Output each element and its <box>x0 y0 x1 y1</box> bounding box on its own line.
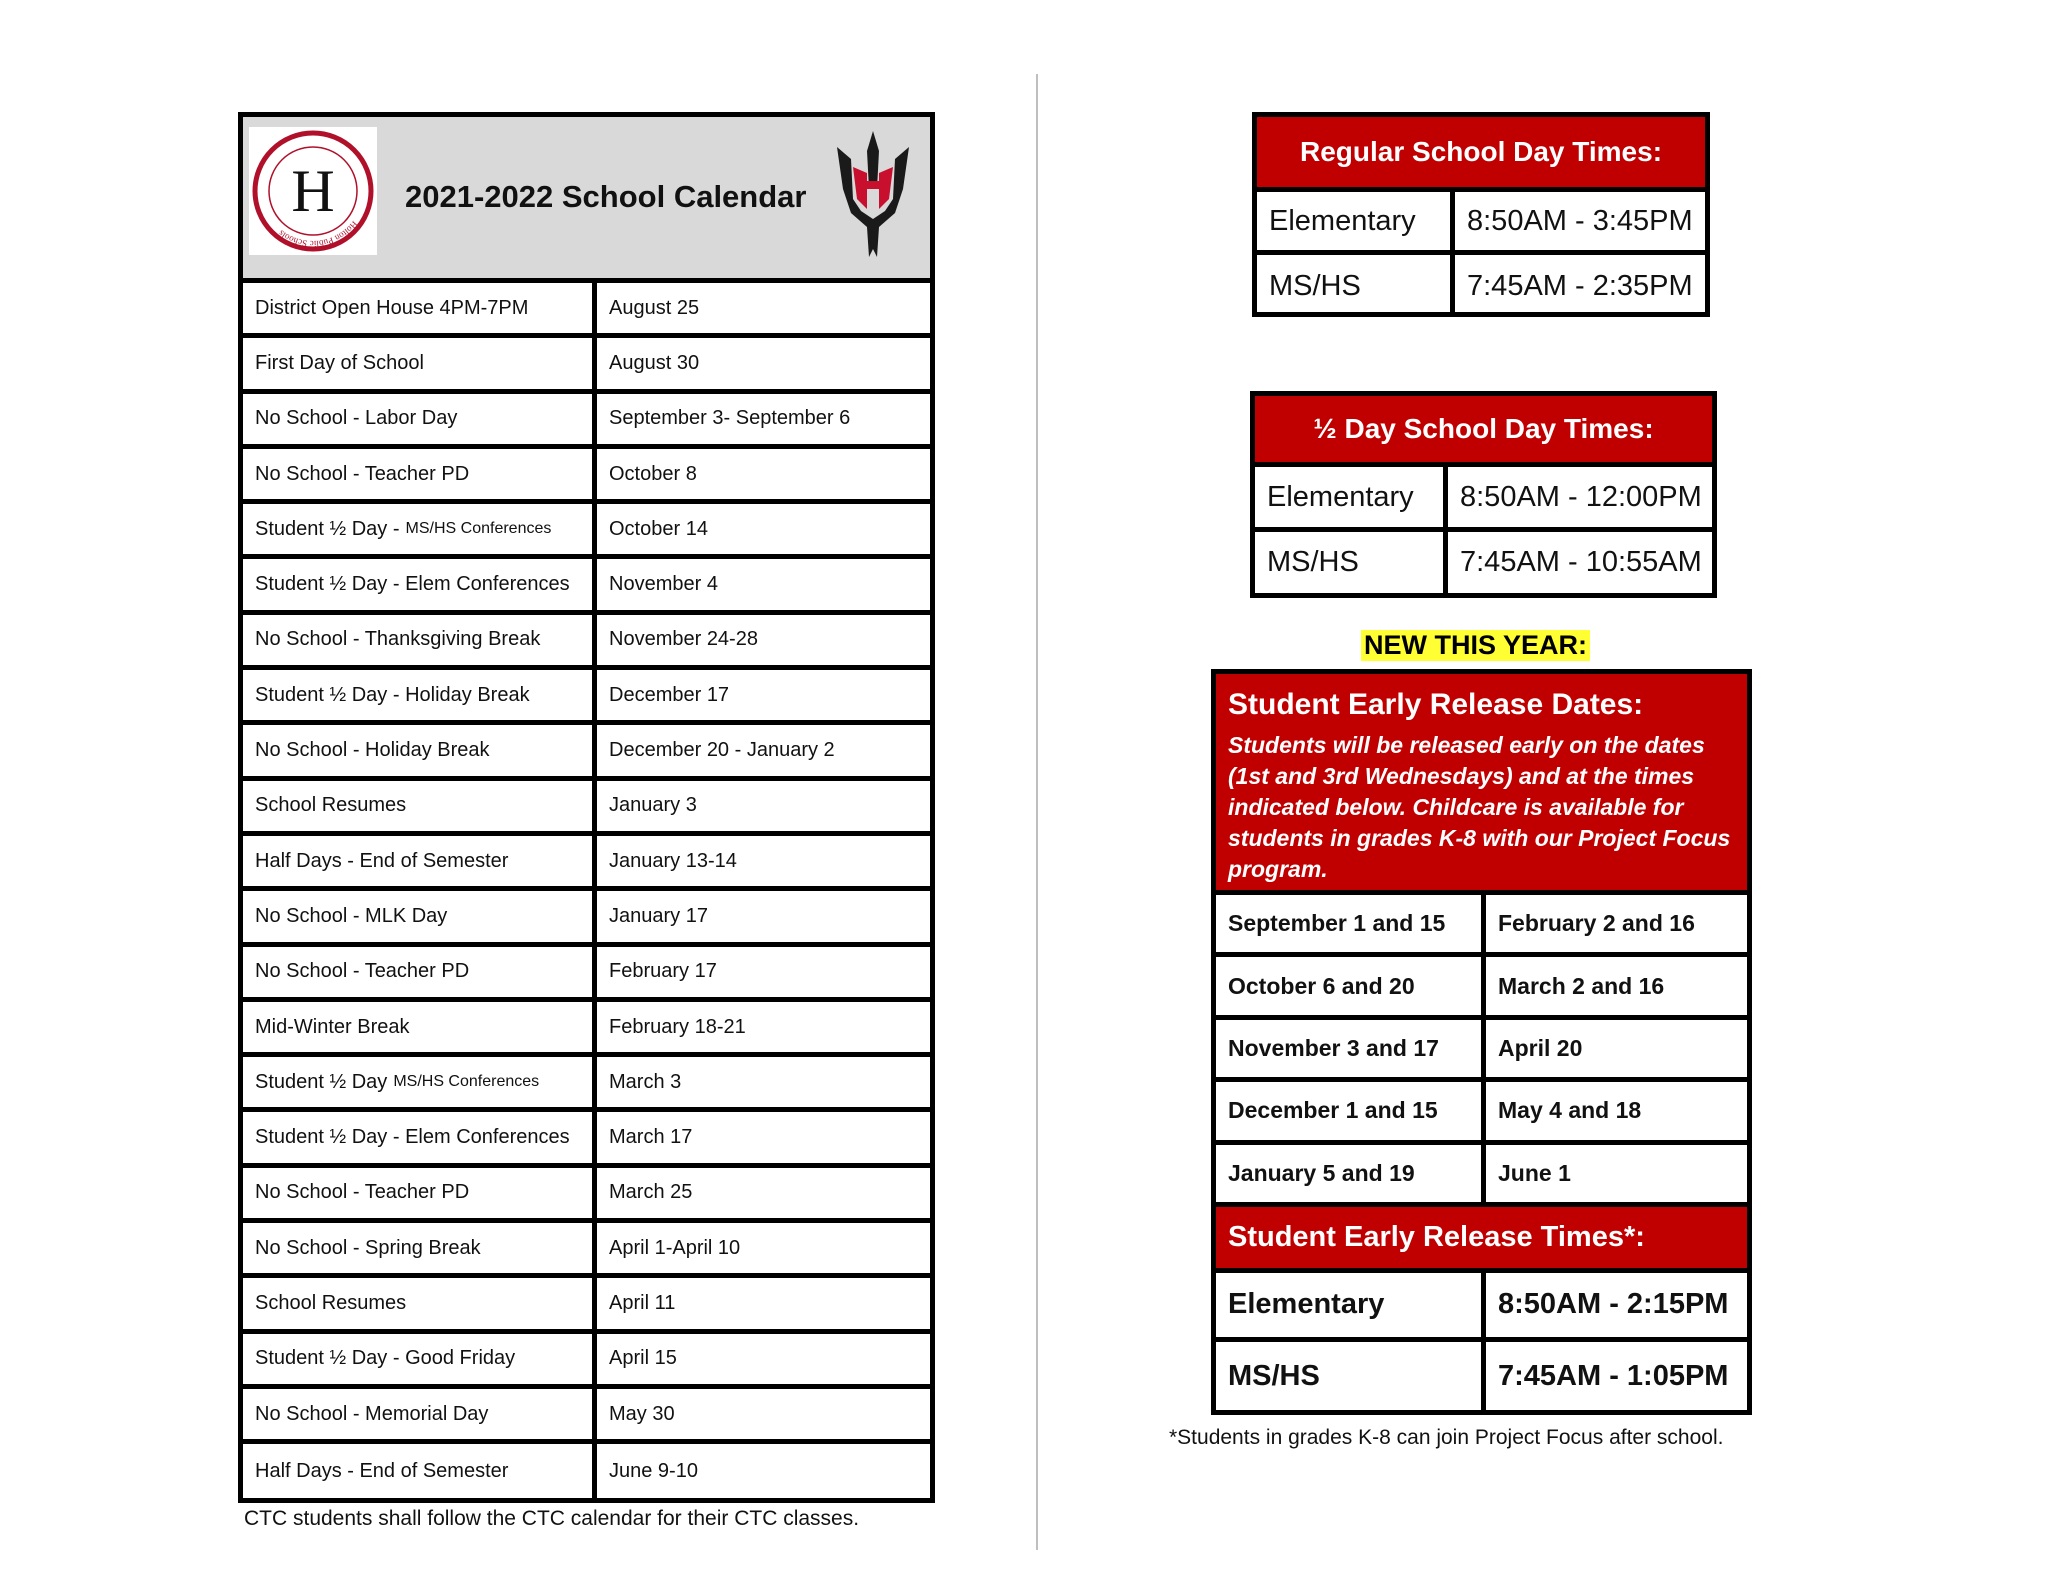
trident-crest-icon <box>833 129 913 259</box>
calendar-row <box>243 836 930 891</box>
calendar-row <box>243 1334 930 1389</box>
early-release-times-row <box>1216 1342 1747 1411</box>
early-release-table <box>1211 669 1752 1415</box>
regular-time: 7:45AM - 2:35PM <box>1467 269 1693 302</box>
calendar-date: November 4 <box>609 573 718 596</box>
calendar-event-label: Half Days - End of Semester <box>255 849 509 872</box>
calendar-event <box>243 1444 597 1499</box>
calendar-event <box>243 781 597 831</box>
calendar-date: October 14 <box>609 517 708 540</box>
early-release-date-row <box>1216 1020 1747 1082</box>
calendar-date: April 1-April 10 <box>609 1236 741 1259</box>
early-release-times-row <box>1216 1273 1747 1342</box>
early-release-date-row <box>1216 1145 1747 1207</box>
regular-time: 8:50AM - 3:45PM <box>1467 204 1693 237</box>
early-release-date-row <box>1216 895 1747 957</box>
calendar-date: January 17 <box>609 904 708 927</box>
regular-times-title: Regular School Day Times: <box>1257 117 1705 192</box>
half-day-times-row <box>1255 532 1712 593</box>
calendar-title: 2021-2022 School Calendar <box>405 179 807 214</box>
calendar-row <box>243 891 930 946</box>
calendar-row <box>243 1278 930 1333</box>
early-release-date: March 2 and 16 <box>1498 972 1665 999</box>
calendar-event-label: No School - Teacher PD <box>255 462 470 485</box>
calendar-row <box>243 725 930 780</box>
calendar-date: March 3 <box>609 1070 682 1093</box>
calendar-row <box>243 1168 930 1223</box>
early-release-date-row <box>1216 957 1747 1019</box>
calendar-date: January 3 <box>609 794 697 817</box>
school-calendar-table <box>238 112 935 1503</box>
early-release-date: December 1 and 15 <box>1216 1082 1486 1139</box>
page-divider <box>1036 74 1038 1550</box>
calendar-row <box>243 1389 930 1444</box>
calendar-date: November 24-28 <box>609 628 758 651</box>
calendar-event-label: School Resumes <box>255 794 407 817</box>
calendar-row <box>243 615 930 670</box>
early-release-date: April 20 <box>1498 1034 1583 1061</box>
half-day-time: 8:50AM - 12:00PM <box>1460 480 1702 513</box>
early-time: 8:50AM - 2:15PM <box>1498 1288 1729 1321</box>
calendar-event <box>243 725 597 775</box>
calendar-row <box>243 1112 930 1167</box>
calendar-event-note: MS/HS Conferences <box>393 1073 540 1091</box>
regular-level: MS/HS <box>1257 255 1455 317</box>
calendar-event <box>243 836 597 886</box>
calendar-row <box>243 394 930 449</box>
calendar-event <box>243 504 597 554</box>
calendar-row <box>243 283 930 338</box>
calendar-event <box>243 559 597 609</box>
calendar-event <box>243 449 597 499</box>
early-release-date: June 1 <box>1498 1159 1571 1186</box>
early-release-date: February 2 and 16 <box>1498 910 1695 937</box>
calendar-event <box>243 615 597 665</box>
calendar-event-label: First Day of School <box>255 351 424 374</box>
calendar-event-label: Student ½ Day - <box>255 517 400 540</box>
calendar-date: December 20 - January 2 <box>609 739 835 762</box>
calendar-event <box>243 1112 597 1162</box>
calendar-event <box>243 1168 597 1218</box>
calendar-event <box>243 1223 597 1273</box>
calendar-event-label: Student ½ Day - Elem Conferences <box>255 1126 570 1149</box>
calendar-event-note: MS/HS Conferences <box>405 520 552 538</box>
calendar-event <box>243 891 597 941</box>
calendar-row <box>243 1444 930 1499</box>
calendar-date: January 13-14 <box>609 849 737 872</box>
calendar-date: August 25 <box>609 296 700 319</box>
calendar-event-label: District Open House 4PM-7PM <box>255 296 529 319</box>
half-day-level: Elementary <box>1255 467 1448 527</box>
calendar-date: March 25 <box>609 1181 693 1204</box>
half-day-times-table <box>1250 391 1717 598</box>
calendar-event-label: Half Days - End of Semester <box>255 1460 509 1483</box>
calendar-row <box>243 781 930 836</box>
early-release-date: May 4 and 18 <box>1498 1097 1642 1124</box>
early-release-date-row <box>1216 1082 1747 1144</box>
early-release-title: Student Early Release Dates: <box>1228 688 1644 721</box>
early-release-date: November 3 and 17 <box>1216 1020 1486 1077</box>
calendar-date: September 3- September 6 <box>609 407 851 430</box>
calendar-event-label: No School - Memorial Day <box>255 1402 489 1425</box>
calendar-row <box>243 1002 930 1057</box>
calendar-date: October 8 <box>609 462 697 485</box>
calendar-row <box>243 1057 930 1112</box>
early-release-dates <box>1216 895 1747 1207</box>
early-release-header <box>1216 674 1747 895</box>
calendar-date: February 18-21 <box>609 1015 746 1038</box>
half-day-time: 7:45AM - 10:55AM <box>1460 546 1702 578</box>
regular-times-row <box>1257 192 1705 255</box>
district-logo <box>249 127 377 255</box>
calendar-event-label: No School - Spring Break <box>255 1236 481 1259</box>
early-level: MS/HS <box>1216 1342 1486 1411</box>
calendar-event <box>243 1278 597 1328</box>
calendar-rows <box>243 283 930 1500</box>
half-day-times-title: ½ Day School Day Times: <box>1255 396 1712 467</box>
calendar-event-label: No School - Teacher PD <box>255 960 470 983</box>
calendar-event <box>243 394 597 444</box>
calendar-row <box>243 559 930 614</box>
early-release-date: January 5 and 19 <box>1216 1145 1486 1202</box>
early-release-date: September 1 and 15 <box>1216 895 1486 952</box>
calendar-event-label: Student ½ Day - Good Friday <box>255 1347 516 1370</box>
calendar-row <box>243 504 930 559</box>
calendar-date: April 15 <box>609 1347 677 1370</box>
project-focus-footnote: *Students in grades K-8 can join Project Focus after school. <box>1169 1426 1724 1449</box>
regular-times-row <box>1257 255 1705 317</box>
calendar-row <box>243 1223 930 1278</box>
half-day-level: MS/HS <box>1255 532 1448 593</box>
calendar-event-label: No School - Teacher PD <box>255 1181 470 1204</box>
calendar-event-label: No School - Holiday Break <box>255 739 490 762</box>
calendar-date: December 17 <box>609 683 730 706</box>
calendar-event-label: Student ½ Day - Elem Conferences <box>255 573 570 596</box>
calendar-event <box>243 283 597 333</box>
regular-times-table <box>1252 112 1710 317</box>
half-day-times-row <box>1255 467 1712 532</box>
svg-text:Holton Public Schools: Holton Public Schools <box>276 219 360 250</box>
calendar-date: August 30 <box>609 351 700 374</box>
svg-text:H: H <box>291 158 335 224</box>
calendar-event-label: No School - MLK Day <box>255 904 448 927</box>
calendar-row <box>243 947 930 1002</box>
calendar-event-label: School Resumes <box>255 1291 407 1314</box>
calendar-date: May 30 <box>609 1402 675 1425</box>
calendar-event-label: Mid-Winter Break <box>255 1015 410 1038</box>
early-time: 7:45AM - 1:05PM <box>1498 1359 1729 1392</box>
calendar-event <box>243 947 597 997</box>
regular-level: Elementary <box>1257 192 1455 250</box>
calendar-event <box>243 1002 597 1052</box>
ctc-footnote: CTC students shall follow the CTC calendar for their CTC classes. <box>244 1507 860 1530</box>
calendar-event-label: No School - Thanksgiving Break <box>255 628 541 651</box>
early-release-date: October 6 and 20 <box>1216 957 1486 1014</box>
calendar-event <box>243 1057 597 1107</box>
early-level: Elementary <box>1216 1273 1486 1337</box>
calendar-event-label: Student ½ Day <box>255 1070 388 1093</box>
calendar-event <box>243 1334 597 1384</box>
calendar-event <box>243 670 597 720</box>
calendar-date: March 17 <box>609 1126 693 1149</box>
calendar-date: April 11 <box>609 1291 676 1314</box>
early-release-times-title: Student Early Release Times*: <box>1216 1207 1747 1273</box>
calendar-event-label: No School - Labor Day <box>255 407 458 430</box>
calendar-date: June 9-10 <box>609 1460 698 1483</box>
calendar-date: February 17 <box>609 960 717 983</box>
new-this-year-label: NEW THIS YEAR: <box>1361 630 1590 661</box>
early-release-description: Students will be released early on the dates (1st and 3rd Wednesdays) and at the times indicated below. Childcare is available for students in grades K-8 with our Project Focus program. <box>1228 732 1731 882</box>
calendar-row <box>243 670 930 725</box>
calendar-event <box>243 1389 597 1439</box>
calendar-row <box>243 338 930 393</box>
calendar-event-label: Student ½ Day - Holiday Break <box>255 683 530 706</box>
calendar-event <box>243 338 597 388</box>
calendar-header <box>243 117 930 283</box>
calendar-row <box>243 449 930 504</box>
